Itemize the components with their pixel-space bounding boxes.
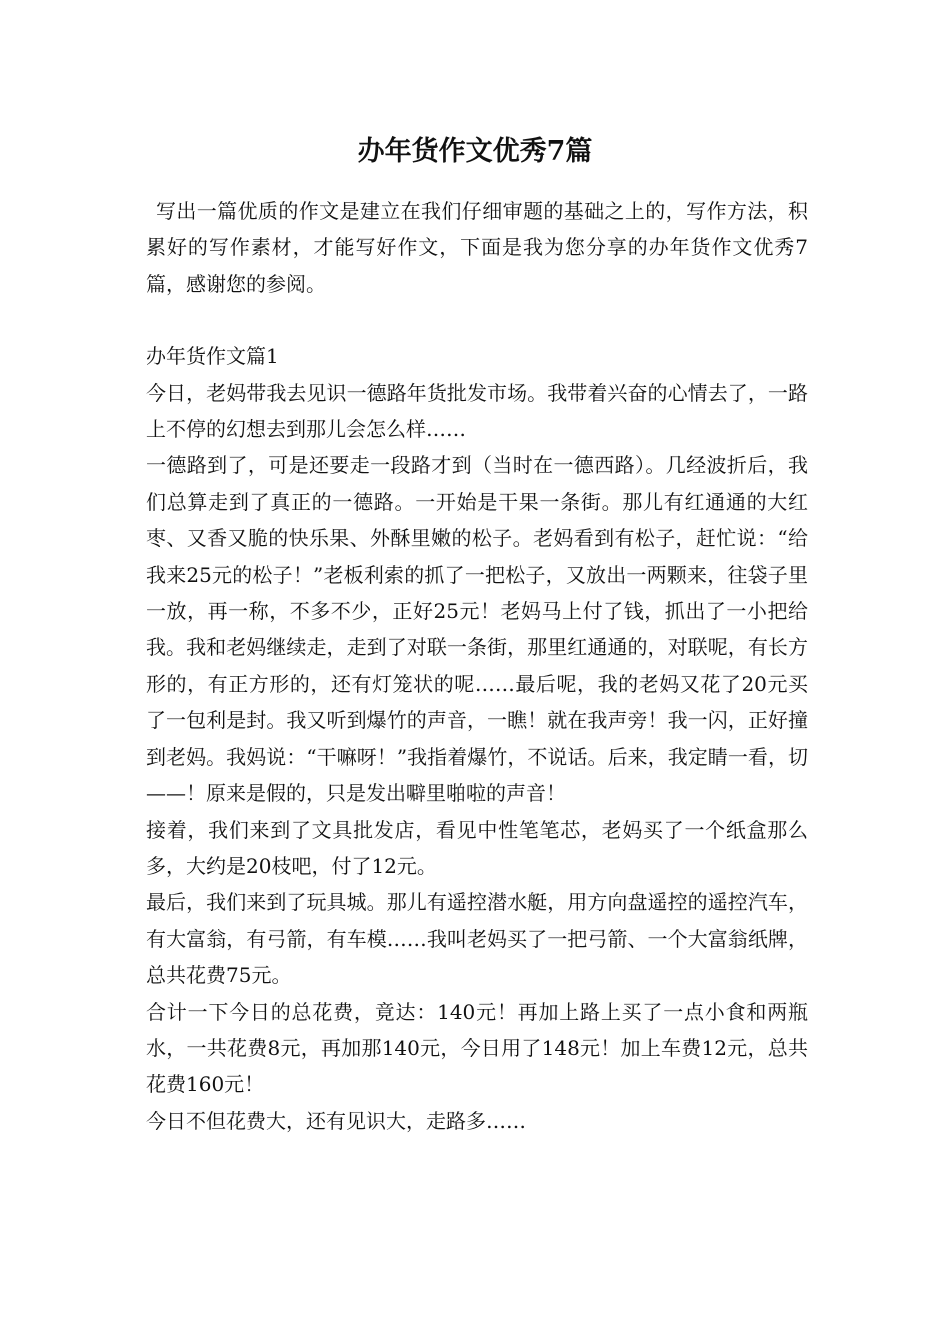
page-title: 办年货作文优秀7篇 bbox=[357, 136, 593, 167]
body-paragraph-3: 接着，我们来到了文具批发店，看见中性笔笔芯，老妈买了一个纸盒那么多，大约是20枝吧，付了12元。 bbox=[146, 817, 808, 878]
paragraph-gap bbox=[146, 302, 808, 338]
section-heading: 办年货作文篇1 bbox=[146, 344, 279, 369]
intro-paragraph: 写出一篇优质的作文是建立在我们仔细审题的基础之上的，写作方法，积累好的写作素材，才能写好作文，下面是我为您分享的办年货作文优秀7篇，感谢您的参阅。 bbox=[146, 199, 808, 296]
body-paragraph-5: 合计一下今日的总花费，竟达：140元！再加上路上买了一点小食和两瓶水，一共花费8元，再加那140元，今日用了148元！加上车费12元，总共花费160元！ bbox=[146, 999, 808, 1097]
body-paragraph-4: 最后，我们来到了玩具城。那儿有遥控潜水艇，用方向盘遥控的遥控汽车，有大富翁，有弓箭，有车模……我叫老妈买了一把弓箭、一个大富翁纸牌，总共花费75元。 bbox=[146, 890, 808, 988]
body-paragraph-6: 今日不但花费大，还有见识大，走路多…… bbox=[146, 1108, 526, 1133]
article-body bbox=[146, 193, 808, 1139]
body-paragraph-2: 一德路到了，可是还要走一段路才到（当时在一德西路）。几经波折后，我们总算走到了真正的一德路。一开始是干果一条街。那儿有红通通的大红枣、又香又脆的快乐果、外酥里嫩的松子。老妈看到有松子，赶忙说：“给我来25元的松子！”老板利索的抓了一把松子，又放出一两颗来，往袋子里一放，再一称，不多不少，正好25元！老妈马上付了钱，抓出了一小把给我。我和老妈继续走，走到了对联一条街，那里红通通的，对联呢，有长方形的，有正方形的，还有灯笼状的呢……最后呢，我的老妈又花了20元买了一包利是封。我又听到爆竹的声音，一瞧！就在我声旁！我一闪，正好撞到老妈。我妈说：“干嘛呀！”我指着爆竹，不说话。后来，我定睛一看，切——！原来是假的，只是发出噼里啪啦的声音！ bbox=[146, 453, 808, 806]
body-paragraph-1: 今日，老妈带我去见识一德路年货批发市场。我带着兴奋的心情去了，一路上不停的幻想去到那儿会怎么样…… bbox=[146, 380, 808, 442]
